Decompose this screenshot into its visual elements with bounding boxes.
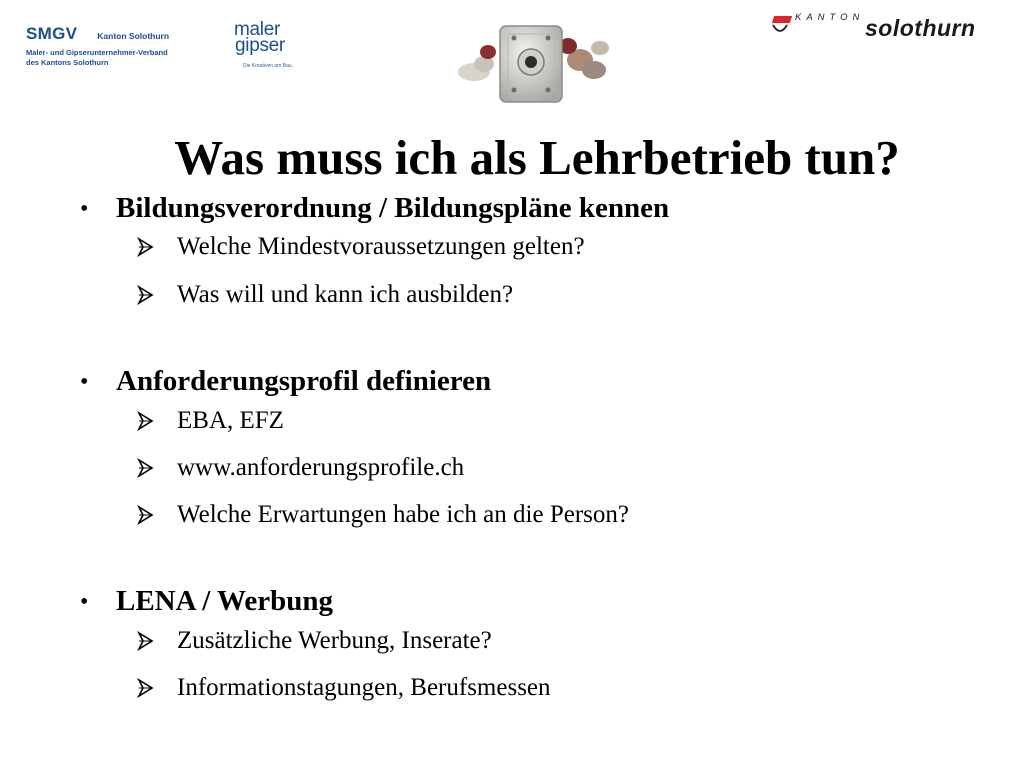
kanton-name: solothurn: [865, 15, 976, 41]
arrow-bullet-icon: [135, 410, 157, 432]
sub-item-text: Welche Mindestvoraussetzungen gelten?: [177, 233, 585, 260]
arrow-bullet-icon: [135, 236, 157, 258]
sub-item-text: Was will und kann ich ausbilden?: [177, 281, 514, 308]
arrow-bullet-icon: [135, 677, 157, 699]
bullet-text: LENA / Werbung: [116, 585, 334, 617]
arrow-bullet-icon: [135, 630, 157, 652]
arrow-bullet-icon: [135, 457, 157, 479]
sub-item-text: www.anforderungsprofile.ch: [177, 454, 465, 481]
bullet-item-1: [80, 192, 670, 225]
bullet-dot: •: [80, 369, 89, 395]
smgv-line-1: Maler- und Gipserunternehmer-Verband: [26, 48, 168, 57]
smgv-line-2: des Kantons Solothurn: [26, 58, 109, 67]
bullet-text: Anforderungsprofil definieren: [116, 365, 492, 397]
arrow-bullet-icon: [135, 284, 157, 306]
maler-gipser-tagline: Die Kreativen am Bau.: [243, 63, 294, 69]
bullet-dot: •: [80, 589, 89, 615]
bullet-dot: •: [80, 196, 89, 222]
sub-item-text: Welche Erwartungen habe ich an die Person?: [177, 501, 629, 528]
bullet-text: Bildungsverordnung / Bildungspläne kennen: [116, 192, 670, 224]
gipser-word: gipser: [235, 35, 285, 56]
smgv-subtitle: Kanton Solothurn: [97, 31, 170, 41]
sub-item-text: EBA, EFZ: [177, 407, 284, 434]
kanton-label: KANTON: [795, 12, 865, 23]
bullet-item-3: [80, 585, 334, 618]
arrow-bullet-icon: [135, 504, 157, 526]
sub-item-text: Zusätzliche Werbung, Inserate?: [177, 627, 492, 654]
sub-item: [177, 627, 492, 655]
bullet-item-2: [80, 365, 492, 398]
sub-item: [177, 674, 551, 702]
sub-item: [177, 501, 629, 529]
maler-word: maler: [234, 19, 281, 40]
sub-item: [177, 281, 513, 309]
sub-item: [177, 233, 585, 261]
slide-title: Was muss ich als Lehrbetrieb tun?: [174, 130, 900, 185]
sub-item-text: Informationstagungen, Berufsmessen: [177, 674, 551, 701]
sub-item: [177, 407, 284, 435]
sub-item: [177, 454, 464, 482]
smgv-abbr: SMGV: [26, 24, 78, 43]
